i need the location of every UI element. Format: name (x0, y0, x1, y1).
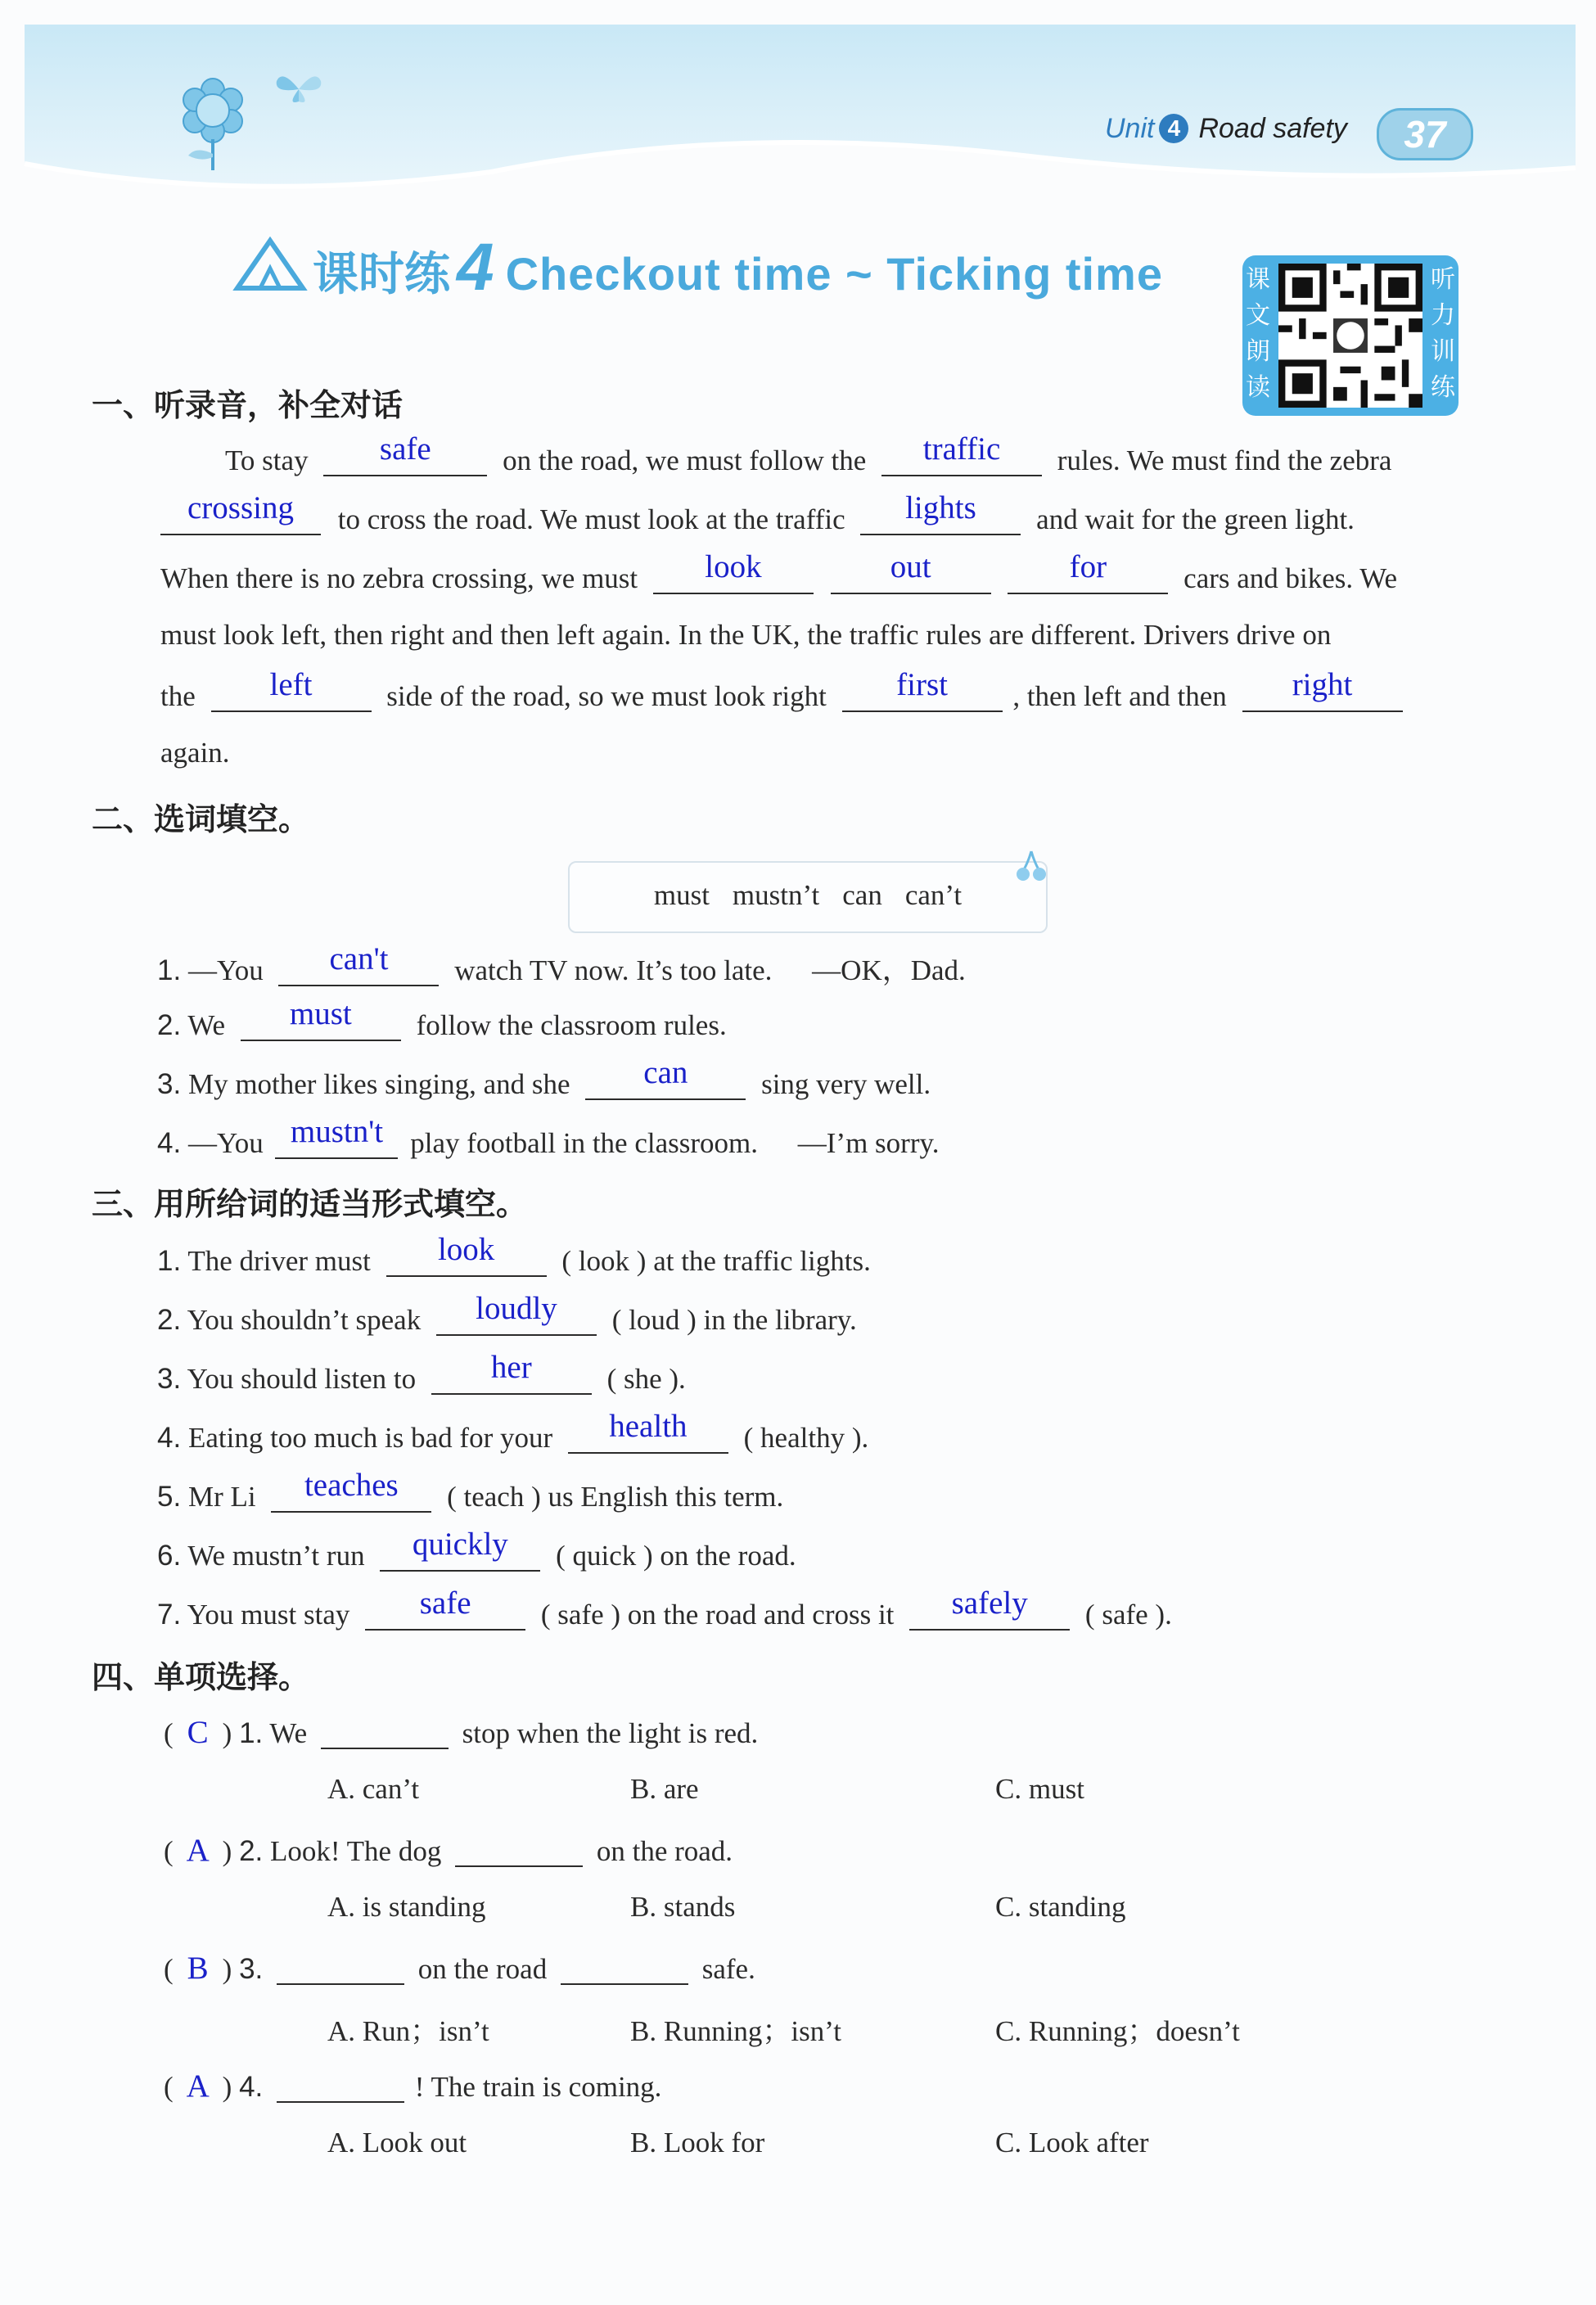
answer: her (490, 1350, 532, 1385)
lesson-number: 4 (457, 230, 494, 304)
qr-right-char: 力 (1431, 301, 1455, 330)
option-a[interactable]: A. is standing (327, 1891, 486, 1923)
answer-blank[interactable] (160, 490, 321, 535)
answer: safe (419, 1586, 471, 1621)
unit-title: Road safety (1198, 113, 1347, 144)
answer: can't (329, 941, 389, 977)
text: follow the classroom rules. (416, 1009, 727, 1041)
text: in the library. (703, 1304, 857, 1336)
s3-item-2 (157, 1291, 857, 1337)
text: Look! The dog (270, 1835, 442, 1867)
s1-line-3 (160, 549, 1398, 595)
answer-blank[interactable] (653, 549, 814, 594)
s3-item-4 (157, 1409, 869, 1455)
answer: mustn't (290, 1114, 384, 1149)
answer-blank[interactable] (277, 2068, 404, 2103)
text: on the road. (660, 1540, 796, 1572)
answer: for (1069, 549, 1107, 584)
answer-blank[interactable] (831, 549, 991, 594)
text: —You (187, 1127, 264, 1159)
lesson-name: Checkout time ~ Ticking time (505, 248, 1163, 300)
tent-icon (231, 229, 309, 295)
qr-code-icon[interactable] (1278, 264, 1422, 408)
text: and wait for the green light. (1036, 503, 1355, 535)
item-number: 5. (157, 1481, 182, 1513)
hint: ( safe ) (540, 1599, 621, 1631)
answer: must (289, 996, 352, 1031)
item-number: 3. (157, 1068, 182, 1100)
qr-right-char: 训 (1431, 337, 1455, 366)
item-number: 7. (157, 1599, 182, 1631)
flower-icon (156, 57, 270, 172)
unit-tag (1105, 113, 1347, 145)
option-b[interactable]: B. Running；isn’t (630, 2015, 842, 2047)
s4-item-4: ( A ) 4. ! The train is coming. (164, 2068, 662, 2104)
s1-line-1 (225, 431, 1392, 477)
answer: loudly (476, 1291, 557, 1326)
answer: look (437, 1232, 495, 1267)
s4-item-3: ( B ) 3. on the road safe. (164, 1951, 755, 1986)
s1-line-5 (160, 667, 1403, 713)
text: on the road and cross it (627, 1599, 895, 1631)
s2-item-2 (157, 996, 727, 1042)
option-b[interactable]: B. stands (630, 1891, 736, 1923)
s3-item-6 (157, 1527, 796, 1572)
text: When there is no zebra crossing, we must (160, 562, 638, 594)
s4-item-1: ( C ) 1. We stop when the light is red. (164, 1715, 759, 1750)
word-option: must (653, 879, 710, 911)
text: at the traffic lights. (653, 1245, 871, 1277)
answer-blank[interactable] (561, 1951, 688, 1985)
option-a[interactable]: A. Look out (327, 2127, 467, 2158)
word-option: can’t (904, 879, 963, 911)
answer: lights (905, 490, 976, 526)
item-number: 1. (157, 954, 182, 986)
s3-item-7 (157, 1586, 1172, 1631)
answer-blank[interactable] (436, 1291, 597, 1336)
qr-left-label (1242, 255, 1274, 416)
text: Mr Li (187, 1481, 256, 1513)
answer: teaches (304, 1468, 399, 1503)
s2-item-3 (157, 1055, 931, 1101)
section4-heading: 四、单项选择。 (92, 1659, 310, 1695)
item-number: 4. (239, 2071, 264, 2103)
text: to cross the road. We must look at the traffic (337, 503, 845, 535)
answer-blank[interactable] (278, 941, 439, 986)
answer-blank[interactable] (365, 1586, 525, 1631)
page-number: 37 (1377, 108, 1473, 160)
option-c[interactable]: C. Running；doesn’t (995, 2015, 1240, 2047)
text: safe. (701, 1953, 755, 1985)
item-number: 6. (157, 1540, 182, 1572)
section2-heading: 二、选词填空。 (92, 801, 310, 837)
hint: ( quick ) (556, 1540, 653, 1572)
answer: look (705, 549, 762, 584)
answer: safe (379, 431, 431, 467)
answer: out (890, 549, 931, 584)
text: sing very well. (761, 1068, 931, 1100)
item-number: 4. (157, 1127, 182, 1159)
answer-blank[interactable] (211, 667, 372, 712)
qr-right-char: 练 (1431, 373, 1455, 402)
s1-line-6 (160, 737, 230, 769)
answer-blank[interactable] (271, 1468, 431, 1513)
answer: crossing (187, 490, 294, 526)
s3-item-3 (157, 1350, 686, 1396)
hint: ( safe ). (1084, 1599, 1172, 1631)
hint: ( she ). (606, 1363, 686, 1395)
word-option: mustn’t (732, 879, 820, 911)
text: stop when the light is red. (462, 1717, 759, 1749)
answer-blank[interactable] (585, 1055, 746, 1100)
answer-blank[interactable] (455, 1833, 583, 1867)
option-c[interactable]: C. standing (995, 1891, 1126, 1923)
text: We mustn’t run (187, 1540, 365, 1572)
answer: can (643, 1055, 688, 1090)
answer-blank[interactable] (323, 431, 487, 476)
answer-blank[interactable] (568, 1409, 728, 1454)
unit-label: Unit (1105, 113, 1155, 144)
option-c[interactable]: C. Look after (995, 2127, 1149, 2158)
text: —You (187, 954, 264, 986)
text: ! The train is coming. (414, 2071, 662, 2103)
answer: quickly (412, 1527, 508, 1562)
answer-blank[interactable] (277, 1951, 404, 1985)
item-number: 2. (239, 1835, 264, 1867)
answer-blank[interactable] (1008, 549, 1168, 594)
answer-blank[interactable] (1242, 667, 1403, 712)
text: us English this term. (548, 1481, 784, 1513)
s2-item-4 (157, 1114, 940, 1160)
section1-heading: 一、听录音，补全对话 (92, 387, 404, 423)
text: We (269, 1717, 308, 1749)
text: watch TV now. It’s too late. (454, 954, 773, 986)
text: again. (160, 737, 230, 769)
text: side of the road, so we must look right (386, 680, 827, 712)
answer-blank[interactable] (380, 1527, 540, 1572)
word-bank (568, 861, 1048, 933)
text: You must stay (187, 1599, 350, 1631)
section3-heading: 三、用所给词的适当形式填空。 (92, 1186, 528, 1222)
answer: first (896, 667, 948, 702)
item-number: 2. (157, 1009, 182, 1041)
s1-line-2 (160, 490, 1355, 536)
text: We (187, 1009, 226, 1041)
s3-item-5 (157, 1468, 784, 1513)
answer-blank[interactable] (241, 996, 401, 1041)
choice-answer[interactable]: A (186, 1833, 210, 1868)
unit-number: 4 (1159, 114, 1188, 143)
item-number: 2. (157, 1304, 182, 1336)
text: My mother likes singing, and she (187, 1068, 570, 1100)
text: cars and bikes. We (1183, 562, 1398, 594)
item-number: 3. (157, 1363, 182, 1395)
item-number: 3. (239, 1953, 264, 1985)
answer-blank[interactable] (275, 1114, 398, 1159)
qr-left-char: 读 (1246, 373, 1270, 402)
text: You shouldn’t speak (187, 1304, 422, 1336)
qr-left-char: 朗 (1246, 337, 1270, 366)
text: on the road, we must follow the (503, 444, 867, 476)
text: —OK，Dad. (812, 954, 966, 986)
item-number: 1. (157, 1245, 182, 1277)
answer-blank[interactable] (431, 1350, 592, 1395)
item-number: 4. (157, 1422, 182, 1454)
answer: safely (951, 1586, 1028, 1621)
text: Eating too much is bad for your (187, 1422, 553, 1454)
s1-line-4 (160, 619, 1331, 652)
answer-blank[interactable] (842, 667, 1003, 712)
qr-right-char: 听 (1431, 265, 1455, 294)
option-b[interactable]: B. are (630, 1773, 699, 1805)
choice-answer[interactable]: B (187, 1951, 209, 1986)
text: rules. We must find the zebra (1057, 444, 1392, 476)
text: You should listen to (187, 1363, 417, 1395)
s4-item-2: ( A ) 2. Look! The dog on the road. (164, 1833, 733, 1868)
text: play football in the classroom. (410, 1127, 759, 1159)
butterfly-icon (270, 69, 327, 110)
answer-blank[interactable] (909, 1586, 1070, 1631)
hint: ( look ) (561, 1245, 647, 1277)
lesson-prefix: 课时练 (313, 248, 450, 300)
text: —I’m sorry. (797, 1127, 940, 1159)
option-c[interactable]: C. must (995, 1773, 1084, 1805)
lesson-title (313, 229, 1163, 306)
option-a[interactable]: A. Run；isn’t (327, 2015, 489, 2047)
choice-answer[interactable]: C (187, 1715, 209, 1750)
item-number: 1. (239, 1717, 264, 1749)
text: , then left and then (1012, 680, 1227, 712)
qr-right-label (1427, 255, 1458, 416)
cherry-icon (1012, 848, 1051, 884)
qr-left-char: 课 (1246, 265, 1270, 294)
choice-answer[interactable]: A (186, 2068, 210, 2104)
hint: ( loud ) (611, 1304, 697, 1336)
answer-blank[interactable] (881, 431, 1042, 476)
qr-left-char: 文 (1246, 301, 1270, 330)
option-b[interactable]: B. Look for (630, 2127, 765, 2158)
word-option: can (842, 879, 882, 911)
answer: left (269, 667, 313, 702)
answer-blank[interactable] (321, 1715, 449, 1749)
text: on the road (417, 1953, 548, 1985)
s2-item-1 (157, 941, 966, 989)
answer: health (609, 1409, 688, 1444)
qr-card (1242, 255, 1458, 416)
answer-blank[interactable] (860, 490, 1021, 535)
text: on the road. (596, 1835, 733, 1867)
text: the (160, 680, 196, 712)
text: To stay (225, 444, 309, 476)
answer-blank[interactable] (386, 1232, 547, 1277)
text: must look left, then right and then left again. In the UK, the traffic rules are different. Drivers drive on (160, 619, 1332, 651)
text: The driver must (187, 1245, 371, 1277)
s3-item-1 (157, 1232, 871, 1278)
answer: traffic (922, 431, 1001, 467)
hint: ( teach ) (447, 1481, 541, 1513)
hint: ( healthy ). (743, 1422, 869, 1454)
option-a[interactable]: A. can’t (327, 1773, 420, 1805)
answer: right (1292, 667, 1353, 702)
